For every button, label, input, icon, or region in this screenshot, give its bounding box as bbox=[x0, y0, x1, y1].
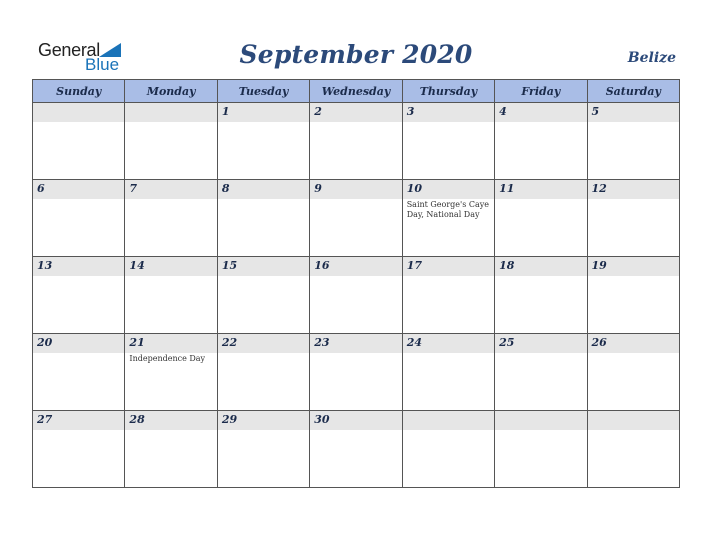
day-number-bar bbox=[495, 257, 586, 276]
calendar-day-cell bbox=[125, 411, 217, 488]
day-number: 15 bbox=[221, 259, 238, 272]
day-number: 21 bbox=[129, 336, 145, 349]
day-number-bar bbox=[310, 103, 401, 122]
day-number-bar bbox=[33, 257, 124, 276]
calendar-day-cell bbox=[402, 103, 494, 180]
calendar-day-cell bbox=[402, 180, 494, 257]
day-number-bar bbox=[125, 411, 216, 430]
day-number: 7 bbox=[129, 182, 138, 195]
calendar-week-row bbox=[33, 103, 680, 180]
calendar-day-cell bbox=[33, 103, 125, 180]
calendar-day-cell bbox=[310, 103, 402, 180]
calendar-day-cell bbox=[217, 180, 309, 257]
calendar-day-cell bbox=[33, 257, 125, 334]
logo-text-blue: Blue bbox=[85, 55, 120, 74]
day-number: 25 bbox=[499, 336, 515, 349]
day-number: 29 bbox=[221, 413, 238, 426]
day-number: 10 bbox=[406, 182, 422, 195]
holiday-label: Independence Day bbox=[129, 354, 206, 363]
day-number-bar bbox=[33, 180, 124, 199]
day-number: 18 bbox=[499, 259, 515, 272]
logo-text-general: General bbox=[38, 40, 100, 60]
calendar-title: September 2020 bbox=[239, 40, 473, 69]
day-number-bar bbox=[125, 334, 216, 353]
day-number-bar bbox=[33, 103, 124, 122]
calendar-day-cell bbox=[310, 180, 402, 257]
day-number-bar bbox=[218, 411, 309, 430]
day-number: 16 bbox=[314, 259, 330, 272]
day-number: 9 bbox=[314, 182, 322, 195]
day-number: 12 bbox=[591, 182, 607, 195]
day-number-bar bbox=[403, 180, 494, 199]
day-number-bar bbox=[588, 411, 679, 430]
day-number-bar bbox=[33, 411, 124, 430]
day-number-bar bbox=[495, 411, 586, 430]
day-number: 3 bbox=[406, 105, 415, 118]
calendar-day-cell bbox=[495, 103, 587, 180]
calendar-day-cell bbox=[310, 334, 402, 411]
day-number: 17 bbox=[406, 259, 422, 272]
calendar-day-cell bbox=[587, 103, 679, 180]
calendar-day-cell bbox=[495, 180, 587, 257]
day-number: 1 bbox=[221, 105, 230, 118]
calendar-day-cell bbox=[217, 257, 309, 334]
day-number: 4 bbox=[499, 105, 507, 118]
calendar-day-cell bbox=[587, 334, 679, 411]
weekday-header: Wednesday bbox=[310, 80, 402, 103]
day-number-bar bbox=[218, 180, 309, 199]
calendar-day-cell bbox=[125, 334, 217, 411]
day-number: 23 bbox=[314, 336, 330, 349]
day-number-bar bbox=[218, 334, 309, 353]
day-number-bar bbox=[495, 103, 586, 122]
weekday-header-row bbox=[33, 80, 680, 103]
day-number-bar bbox=[495, 180, 586, 199]
day-number: 14 bbox=[129, 259, 145, 272]
day-number: 19 bbox=[591, 259, 607, 272]
day-number-bar bbox=[310, 257, 401, 276]
day-number: 30 bbox=[314, 413, 330, 426]
country-label: Belize bbox=[627, 50, 676, 66]
calendar-day-cell bbox=[217, 103, 309, 180]
day-number: 2 bbox=[314, 105, 322, 118]
weekday-header: Saturday bbox=[587, 80, 679, 103]
calendar-week-row bbox=[33, 411, 680, 488]
weekday-header: Monday bbox=[125, 80, 217, 103]
calendar-day-cell bbox=[217, 411, 309, 488]
calendar-day-cell bbox=[125, 257, 217, 334]
calendar-week-row bbox=[33, 180, 680, 257]
calendar-day-cell bbox=[33, 334, 125, 411]
calendar-day-cell bbox=[217, 334, 309, 411]
day-number: 22 bbox=[221, 336, 238, 349]
calendar-day-cell bbox=[402, 257, 494, 334]
calendar-day-cell bbox=[33, 180, 125, 257]
day-number-bar bbox=[403, 411, 494, 430]
day-number: 20 bbox=[37, 336, 53, 349]
day-number-bar bbox=[588, 257, 679, 276]
day-number: 8 bbox=[221, 182, 230, 195]
day-number-bar bbox=[310, 180, 401, 199]
day-number: 6 bbox=[37, 182, 45, 195]
calendar-day-cell bbox=[125, 180, 217, 257]
day-number-bar bbox=[218, 257, 309, 276]
weekday-header: Friday bbox=[495, 80, 587, 103]
day-number-bar bbox=[403, 103, 494, 122]
day-number-bar bbox=[125, 257, 216, 276]
day-number: 5 bbox=[591, 105, 600, 118]
calendar-day-cell bbox=[495, 334, 587, 411]
calendar-day-cell bbox=[587, 257, 679, 334]
weekday-header: Tuesday bbox=[217, 80, 309, 103]
day-number: 28 bbox=[129, 413, 145, 426]
day-number-bar bbox=[588, 334, 679, 353]
day-number-bar bbox=[495, 334, 586, 353]
day-number-bar bbox=[588, 180, 679, 199]
calendar-day-cell bbox=[33, 411, 125, 488]
day-number: 24 bbox=[406, 336, 422, 349]
calendar-day-cell bbox=[587, 180, 679, 257]
calendar-day-cell bbox=[310, 257, 402, 334]
calendar-day-cell bbox=[495, 411, 587, 488]
day-number-bar bbox=[403, 334, 494, 353]
calendar-day-cell bbox=[587, 411, 679, 488]
day-number-bar bbox=[125, 180, 216, 199]
holiday-label: Saint George's Caye Day, National Day bbox=[406, 200, 490, 219]
day-number: 11 bbox=[499, 182, 515, 195]
day-number-bar bbox=[125, 103, 216, 122]
calendar-week-row bbox=[33, 334, 680, 411]
day-number-bar bbox=[33, 334, 124, 353]
day-number-bar bbox=[310, 411, 401, 430]
weekday-header: Thursday bbox=[402, 80, 494, 103]
day-number: 13 bbox=[37, 259, 53, 272]
calendar-grid bbox=[32, 79, 680, 488]
calendar-day-cell bbox=[495, 257, 587, 334]
day-number-bar bbox=[588, 103, 679, 122]
day-number-bar bbox=[403, 257, 494, 276]
weekday-header: Sunday bbox=[33, 80, 125, 103]
calendar-day-cell bbox=[402, 411, 494, 488]
calendar-day-cell bbox=[125, 103, 217, 180]
calendar-day-cell bbox=[310, 411, 402, 488]
day-number: 27 bbox=[37, 413, 53, 426]
calendar-day-cell bbox=[402, 334, 494, 411]
day-number-bar bbox=[218, 103, 309, 122]
day-number: 26 bbox=[591, 336, 607, 349]
calendar-week-row bbox=[33, 257, 680, 334]
day-number-bar bbox=[310, 334, 401, 353]
